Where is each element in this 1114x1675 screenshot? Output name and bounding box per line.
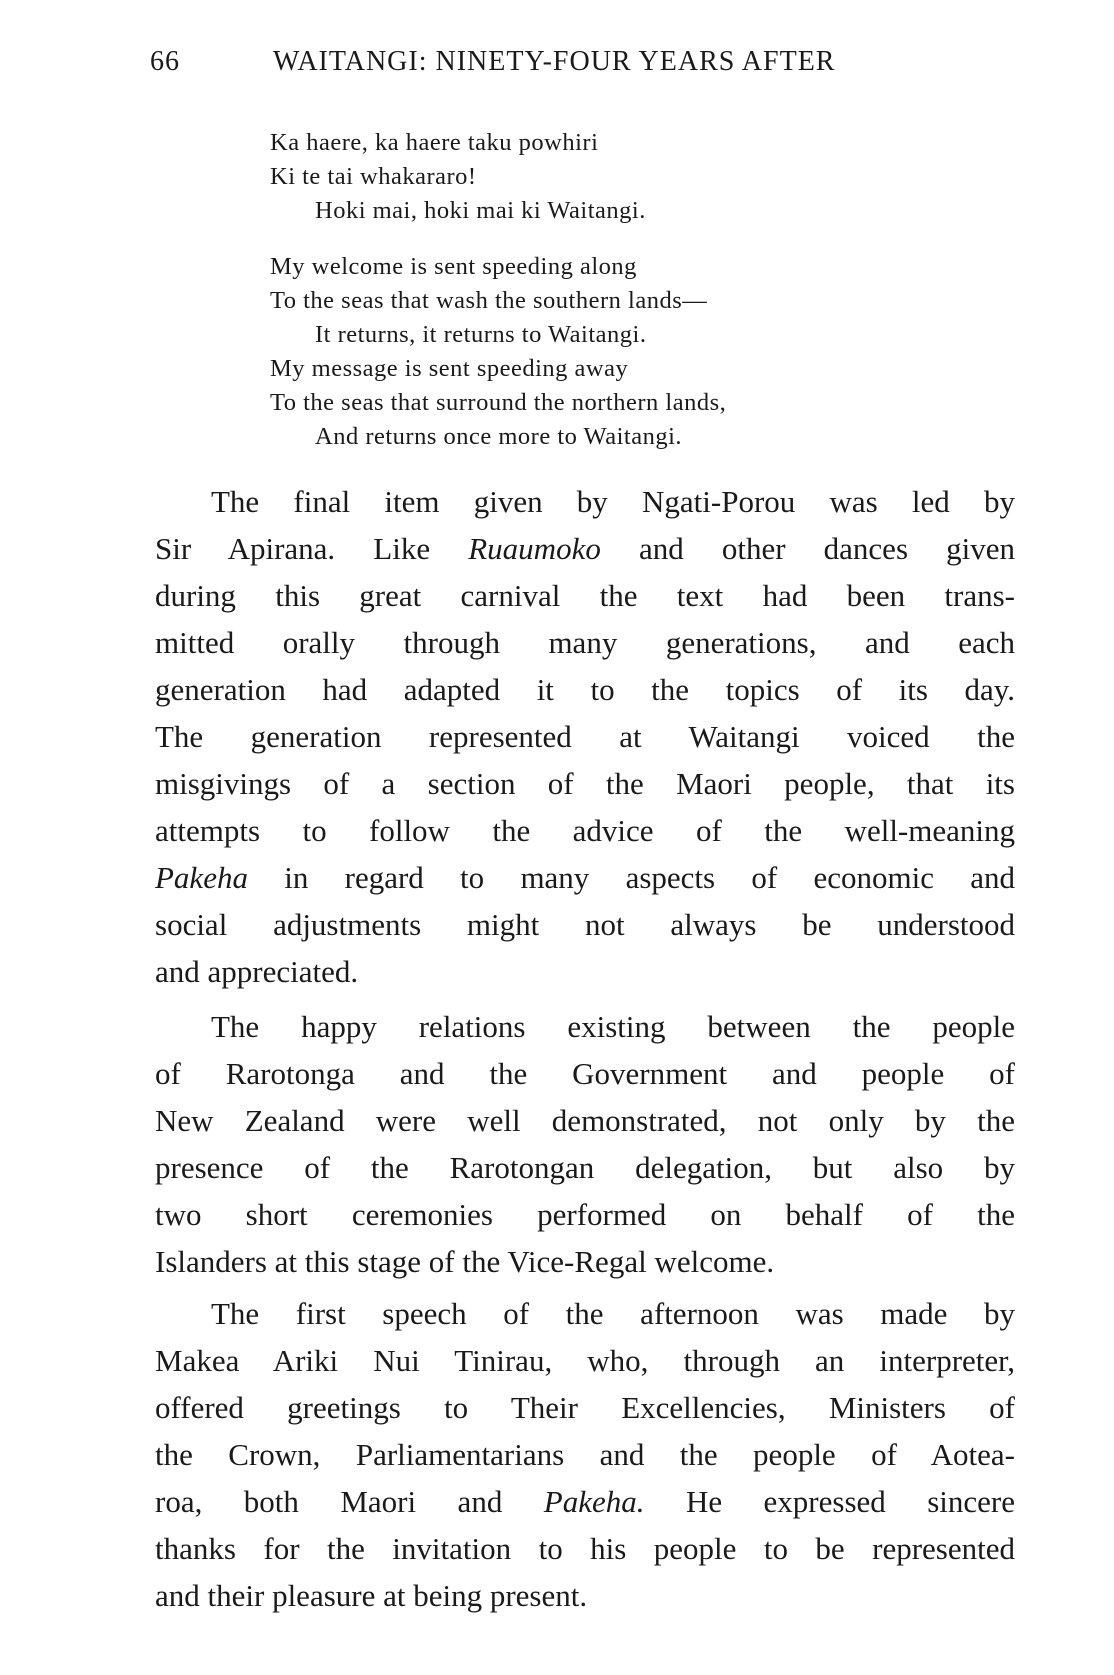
text-line: during this great carnival the text had been trans- [155, 578, 1015, 613]
verse-line: Ka haere, ka haere taku powhiri [270, 129, 599, 156]
text-line: of Rarotonga and the Government and people of [155, 1056, 1015, 1091]
running-title: WAITANGI: NINETY-FOUR YEARS AFTER [273, 46, 836, 77]
text-line: New Zealand were well demonstrated, not only by the [155, 1103, 1015, 1138]
verse-line: My welcome is sent speeding along [270, 253, 637, 280]
text-line: Pakeha in regard to many aspects of economic and [155, 860, 1015, 895]
text-line: The happy relations existing between the people [211, 1009, 1015, 1044]
text-line: The final item given by Ngati-Porou was led by [211, 484, 1015, 519]
verse-line: Hoki mai, hoki mai ki Waitangi. [315, 197, 646, 224]
paragraph-ngati-porou [155, 478, 1015, 995]
text-line: social adjustments might not always be understood [155, 907, 1015, 942]
text-line: presence of the Rarotongan delegation, but also by [155, 1150, 1015, 1185]
text-line: The first speech of the afternoon was made by [211, 1296, 1015, 1331]
text-line: the Crown, Parliamentarians and the people of Aotea- [155, 1437, 1015, 1472]
text-line: mitted orally through many generations, and each [155, 625, 1015, 660]
verse-line: It returns, it returns to Waitangi. [315, 321, 647, 348]
italic-term: Ruaumoko [468, 531, 601, 566]
text-line: two short ceremonies performed on behalf of the [155, 1197, 1015, 1232]
page-number: 66 [150, 46, 180, 77]
text-line: and their pleasure at being present. [155, 1578, 588, 1613]
paragraph-rarotonga [155, 1003, 1015, 1285]
text-line: roa, both Maori and Pakeha. He expressed sincere [155, 1484, 1016, 1519]
text-line: Makea Ariki Nui Tinirau, who, through an interpreter, [155, 1343, 1015, 1378]
text-line: misgivings of a section of the Maori people, that its [155, 766, 1015, 801]
text-line: and appreciated. [155, 954, 359, 989]
verse-english [270, 250, 970, 454]
text-line: generation had adapted it to the topics of its day. [155, 672, 1015, 707]
text-line: thanks for the invitation to his people to be represented [155, 1531, 1015, 1566]
text-line: offered greetings to Their Excellencies, Ministers of [155, 1390, 1015, 1425]
paragraph-first-speech [155, 1290, 1015, 1619]
verse-line: To the seas that wash the southern lands— [270, 287, 708, 314]
verse-maori [270, 126, 970, 228]
verse-line: To the seas that surround the northern lands, [270, 389, 727, 416]
italic-term: Pakeha [155, 860, 248, 895]
text-line: attempts to follow the advice of the well-meaning [155, 813, 1015, 848]
text-line: Islanders at this stage of the Vice-Regal welcome. [155, 1244, 775, 1279]
running-head [150, 46, 930, 86]
italic-term: Pakeha. [543, 1484, 645, 1519]
text-line: The generation represented at Waitangi voiced the [155, 719, 1015, 754]
text-line: Sir Apirana. Like Ruaumoko and other dances given [155, 531, 1016, 566]
verse-line: Ki te tai whakararo! [270, 163, 477, 190]
verse-line: My message is sent speeding away [270, 355, 629, 382]
verse-line: And returns once more to Waitangi. [315, 423, 683, 450]
